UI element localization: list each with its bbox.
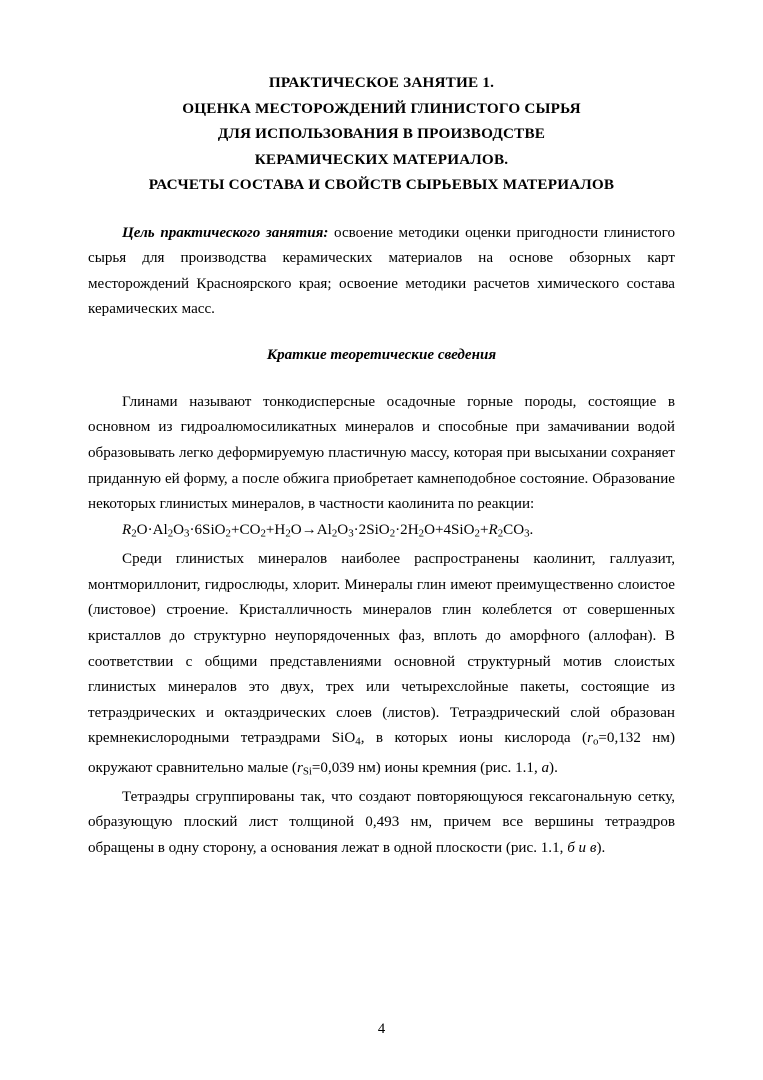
paragraph-3: Тетраэдры сгруппированы так, что создают повторяющуюся гексагональную сетку, образующую плоский лист толщиной 0,493 нм, причем все вершины тетраэдров обращены в одну сторону, а основания лежат в одной плоскости (рис. 1.1, б и в). xyxy=(88,788,675,857)
title-line-5: РАСЧЕТЫ СОСТАВА И СВОЙСТВ СЫРЬЕВЫХ МАТЕРИАЛОВ xyxy=(148,176,615,193)
title-line-4: КЕРАМИЧЕСКИХ МАТЕРИАЛОВ. xyxy=(254,150,509,168)
paragraph-1: Глинами называют тонкодисперсные осадочные горные породы, состоящие в основном из гидроалюмосиликатных минералов и способные при замачивании водой образовывать легко деформируемую пластичную массу, которая при высыхании сохраняет приданную ей форму, а после обжига приобретает камнеподобное состояние. Образование некоторых глинистых минералов, в частности каолинита по реакции: xyxy=(88,393,675,513)
goal-text: освоение методики оценки пригодности глинистого сырья для производства керамических материалов на основе обзорных карт месторождений Красноярского края; освоение методики расчетов химического состава керамических масс. xyxy=(88,224,676,318)
page-number: 4 xyxy=(377,1021,386,1037)
page-title xyxy=(88,70,675,198)
title-line-1: ПРАКТИЧЕСКОЕ ЗАНЯТИЕ 1. xyxy=(268,74,495,91)
paragraph-2: Среди глинистых минералов наиболее распространены каолинит, галлуазит, монтмориллонит, гидрослюды, хлорит. Минералы глин имеют преимущественно слоистое (листовое) строение. Кристалличность минералов глин колеблется от совершенных кристаллов до структурно неупорядоченных фаз, вплоть до аморфного (аллофан). В соответствии с общими представлениями основной структурный мотив слоистых глинистых минералов это двух, трех или четырехслойные пакеты, состоящие из тетраэдрических и октаэдрических слоев (листов). Тетраэдрический слой образован кремнекислородными тетраэдрами SiO$_4$, в которых ионы кислорода ($r_o=0,132$ нм) окружают сравнительно малые ($r_{Si}=0,039$ нм) ионы кремния (рис. 1.1, а). xyxy=(88,551,675,778)
goal-label: Цель практического занятия: xyxy=(122,224,329,241)
reaction-formula: $R_2O\cdot Al_2O_3\cdot 6SiO_2+CO_2+H_2O\to Al_2O_3\cdot 2SiO_2\cdot 2H_2O+4SiO_2+R_2CO_3$. xyxy=(122,521,534,540)
title-line-2: ОЦЕНКА МЕСТОРОЖДЕНИЙ ГЛИНИСТОГО СЫРЬЯ xyxy=(182,99,581,117)
section-heading: Краткие теоретические сведения xyxy=(266,346,497,363)
title-line-3: ДЛЯ ИСПОЛЬЗОВАНИЯ В ПРОИЗВОДСТВЕ xyxy=(217,125,546,142)
goal-paragraph xyxy=(88,221,675,323)
